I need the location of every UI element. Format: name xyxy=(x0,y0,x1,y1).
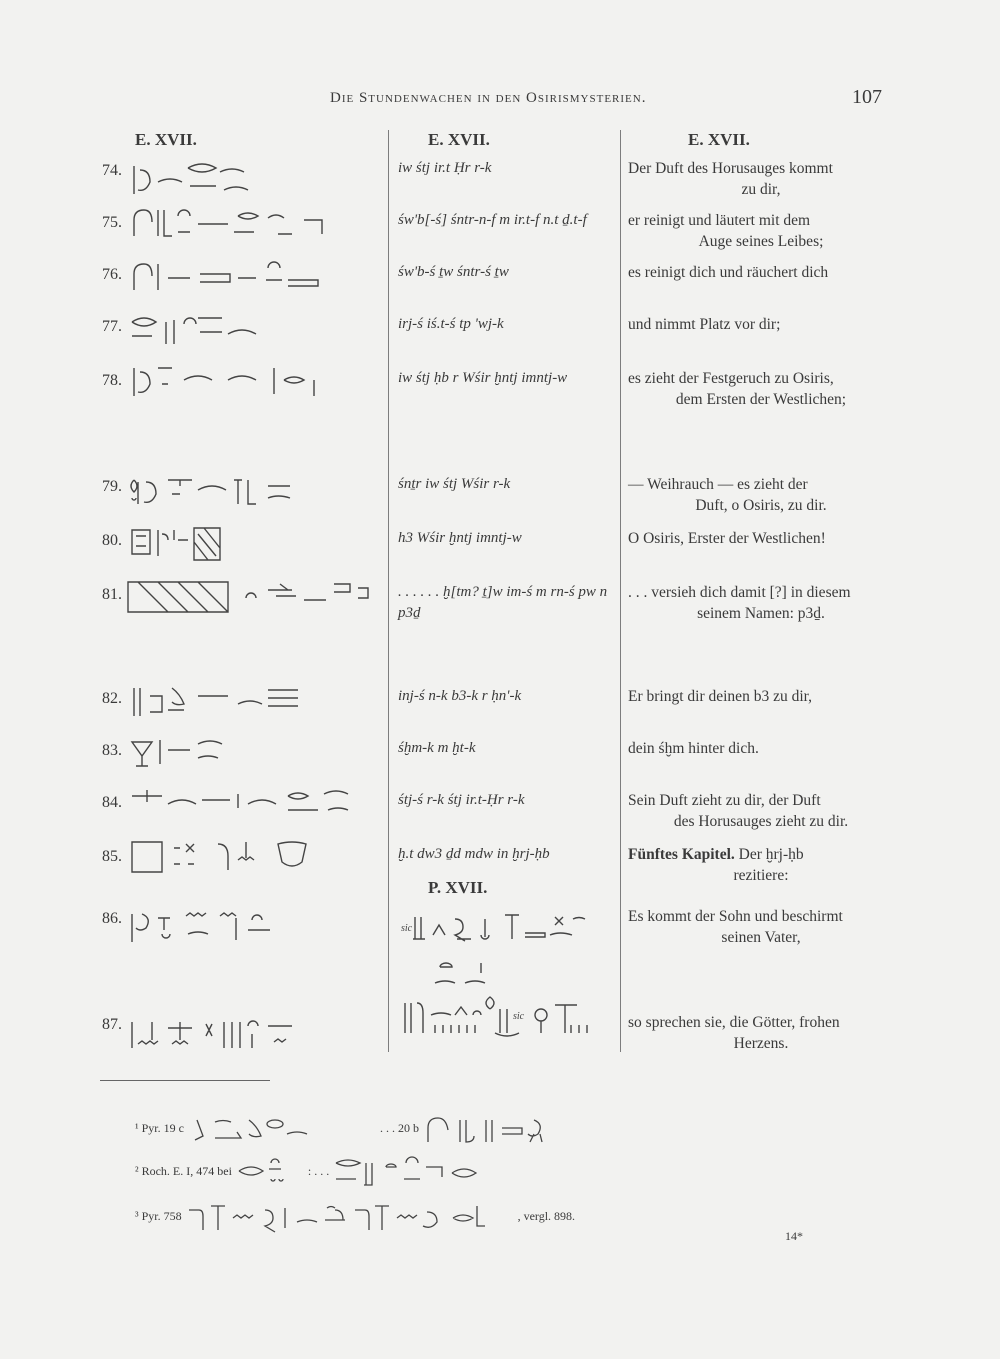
translation-line: und nimmt Platz vor dir; xyxy=(628,316,781,333)
transliteration: iw śtj ḥb r Wśir ḫntj imntj-w xyxy=(398,370,568,386)
column-heading-papyrus: P. XVII. xyxy=(428,878,488,897)
hieroglyph-group xyxy=(128,1016,378,1060)
line-number: 85. xyxy=(102,848,122,865)
hieroglyph-group xyxy=(128,578,378,622)
translation-line: Herzens. xyxy=(733,1035,789,1052)
translation-line: er reinigt und läutert mit dem xyxy=(628,212,811,229)
transliteration: irj-ś iś.t-ś tp 'wj-k xyxy=(398,316,504,332)
transliteration: inj-ś n-k b3-k r ḥn'-k xyxy=(398,688,522,704)
line-number: 87. xyxy=(102,1016,122,1033)
hieroglyph-group xyxy=(128,362,378,406)
translation xyxy=(628,582,894,624)
translation xyxy=(628,738,894,759)
hieroglyph-group xyxy=(128,312,378,356)
translation xyxy=(628,262,894,283)
footnote-tail: . . . 20 b xyxy=(379,1120,419,1135)
footnote-1 xyxy=(135,1114,582,1144)
translation xyxy=(628,906,894,948)
footnote-hieroglyphs xyxy=(185,1200,515,1234)
translation-line: O Osiris, Erster der Westlichen! xyxy=(628,530,826,547)
translation xyxy=(628,528,894,549)
hieroglyph-group xyxy=(128,206,378,250)
transliteration: śḫm-k m ḫt-k xyxy=(398,740,476,756)
line-number: 77. xyxy=(102,318,122,335)
line-number: 78. xyxy=(102,372,122,389)
footnote-label: ¹ Pyr. 19 c xyxy=(135,1120,184,1135)
translation-line: Der Duft des Horusauges kommt xyxy=(628,160,833,177)
translation-line: Der ḫrj-ḥb xyxy=(738,846,804,863)
translation xyxy=(628,790,894,832)
translation-line: Er bringt dir deinen b3 zu dir, xyxy=(628,688,813,705)
translation-line: . . . versieh dich damit [?] in diesem xyxy=(628,584,851,601)
hieroglyph-group xyxy=(128,908,378,952)
translation-line: seinem Namen: p3ḏ. xyxy=(697,605,825,622)
hieroglyph-group xyxy=(128,734,378,778)
sic-mark: sic xyxy=(513,1011,525,1022)
chapter-heading: Fünftes Kapitel. xyxy=(628,846,735,863)
column-heading-hieroglyphs: E. XVII. xyxy=(135,130,197,149)
line-number: 84. xyxy=(102,794,122,811)
line-number: 79. xyxy=(102,478,122,495)
translation-line: seinen Vater, xyxy=(721,929,801,946)
translation-line: Sein Duft zieht zu dir, der Duft xyxy=(628,792,821,809)
transliteration: . . . . . . ḫ[tm? ṯ]w im-ś m rn-ś pw n p3ḏ xyxy=(398,584,608,621)
line-number: 81. xyxy=(102,586,122,603)
transliteration: ḫ.t dw3 ḏd mdw in ḫrj-ḥb xyxy=(398,846,550,862)
translation xyxy=(628,210,894,252)
footnote-label: ² Roch. E. I, 474 bei xyxy=(135,1163,232,1178)
translation-line: Auge seines Leibes; xyxy=(698,233,824,250)
footnote-label: ³ Pyr. 758 xyxy=(135,1208,182,1223)
translation-line: des Horusauges zieht zu dir. xyxy=(673,813,849,830)
translation xyxy=(628,158,894,200)
running-title: Die Stundenwachen in den Osirismysterien. xyxy=(330,90,647,106)
translation xyxy=(628,474,894,516)
footnote-hieroglyphs xyxy=(235,1157,305,1187)
translation-line: — Weihrauch — es zieht der xyxy=(628,476,808,493)
transliteration: śnṯr iw śtj Wśir r-k xyxy=(398,476,511,492)
footnote-tail: : . . . xyxy=(307,1163,330,1178)
page-number: 107 xyxy=(852,86,882,108)
translation xyxy=(628,368,894,410)
line-number: 86. xyxy=(102,910,122,927)
sic-mark: sic xyxy=(401,923,413,934)
sheet-signature: 14* xyxy=(785,1229,803,1243)
translation-line: Es kommt der Sohn und beschirmt xyxy=(628,908,843,925)
line-number: 76. xyxy=(102,266,122,283)
hieroglyph-group xyxy=(128,160,378,204)
footnote-rule xyxy=(100,1080,270,1081)
footnote-2 xyxy=(135,1157,522,1187)
translation-line: es reinigt dich und räuchert dich xyxy=(628,264,829,281)
column-divider-left xyxy=(388,130,389,1052)
column-divider-right xyxy=(620,130,621,1052)
transliteration: iw śtj ir.t Ḥr r-k xyxy=(398,160,492,176)
translation-line: dein śḫm hinter dich. xyxy=(628,740,759,757)
translation xyxy=(628,686,894,707)
translation xyxy=(628,314,894,335)
translation-line: dem Ersten der Westlichen; xyxy=(675,391,847,408)
footnote-hieroglyphs xyxy=(187,1114,377,1144)
translation-line: es zieht der Festgeruch zu Osiris, xyxy=(628,370,834,387)
transliteration: św'b-ś ṯw śntr-ś ṯw xyxy=(398,264,509,280)
hieroglyph-group xyxy=(128,838,378,882)
line-number: 83. xyxy=(102,742,122,759)
hieroglyph-group xyxy=(128,260,378,304)
line-number: 80. xyxy=(102,532,122,549)
footnote-hieroglyphs xyxy=(332,1157,522,1187)
translation-line: zu dir, xyxy=(741,181,781,198)
translation xyxy=(628,844,894,886)
hieroglyph-group xyxy=(128,524,378,568)
line-number: 75. xyxy=(102,214,122,231)
footnote-hieroglyphs xyxy=(422,1114,582,1144)
translation xyxy=(628,1012,894,1054)
footnote-3 xyxy=(135,1200,575,1234)
translation-line: Duft, o Osiris, zu dir. xyxy=(695,497,827,514)
translation-line: rezitiere: xyxy=(733,867,789,884)
column-heading-translation: E. XVII. xyxy=(688,130,750,149)
transliteration: h3 Wśir ḫntj imntj-w xyxy=(398,530,522,546)
transliteration: śtj-ś r-k śtj ir.t-Ḥr r-k xyxy=(398,792,525,808)
transliteration: św'b[-ś] śntr-n-f m ir.t-f n.t ḏ.t-f xyxy=(398,212,587,228)
hieroglyph-group xyxy=(128,472,378,516)
hieroglyph-group-papyrus xyxy=(395,905,615,1045)
translation-line: so sprechen sie, die Götter, frohen xyxy=(628,1014,840,1031)
hieroglyph-group xyxy=(128,786,378,830)
hieroglyph-group xyxy=(128,682,378,726)
line-number: 74. xyxy=(102,162,122,179)
footnote-tail: , vergl. 898. xyxy=(517,1208,576,1223)
line-number: 82. xyxy=(102,690,122,707)
column-heading-transliteration: E. XVII. xyxy=(428,130,490,149)
